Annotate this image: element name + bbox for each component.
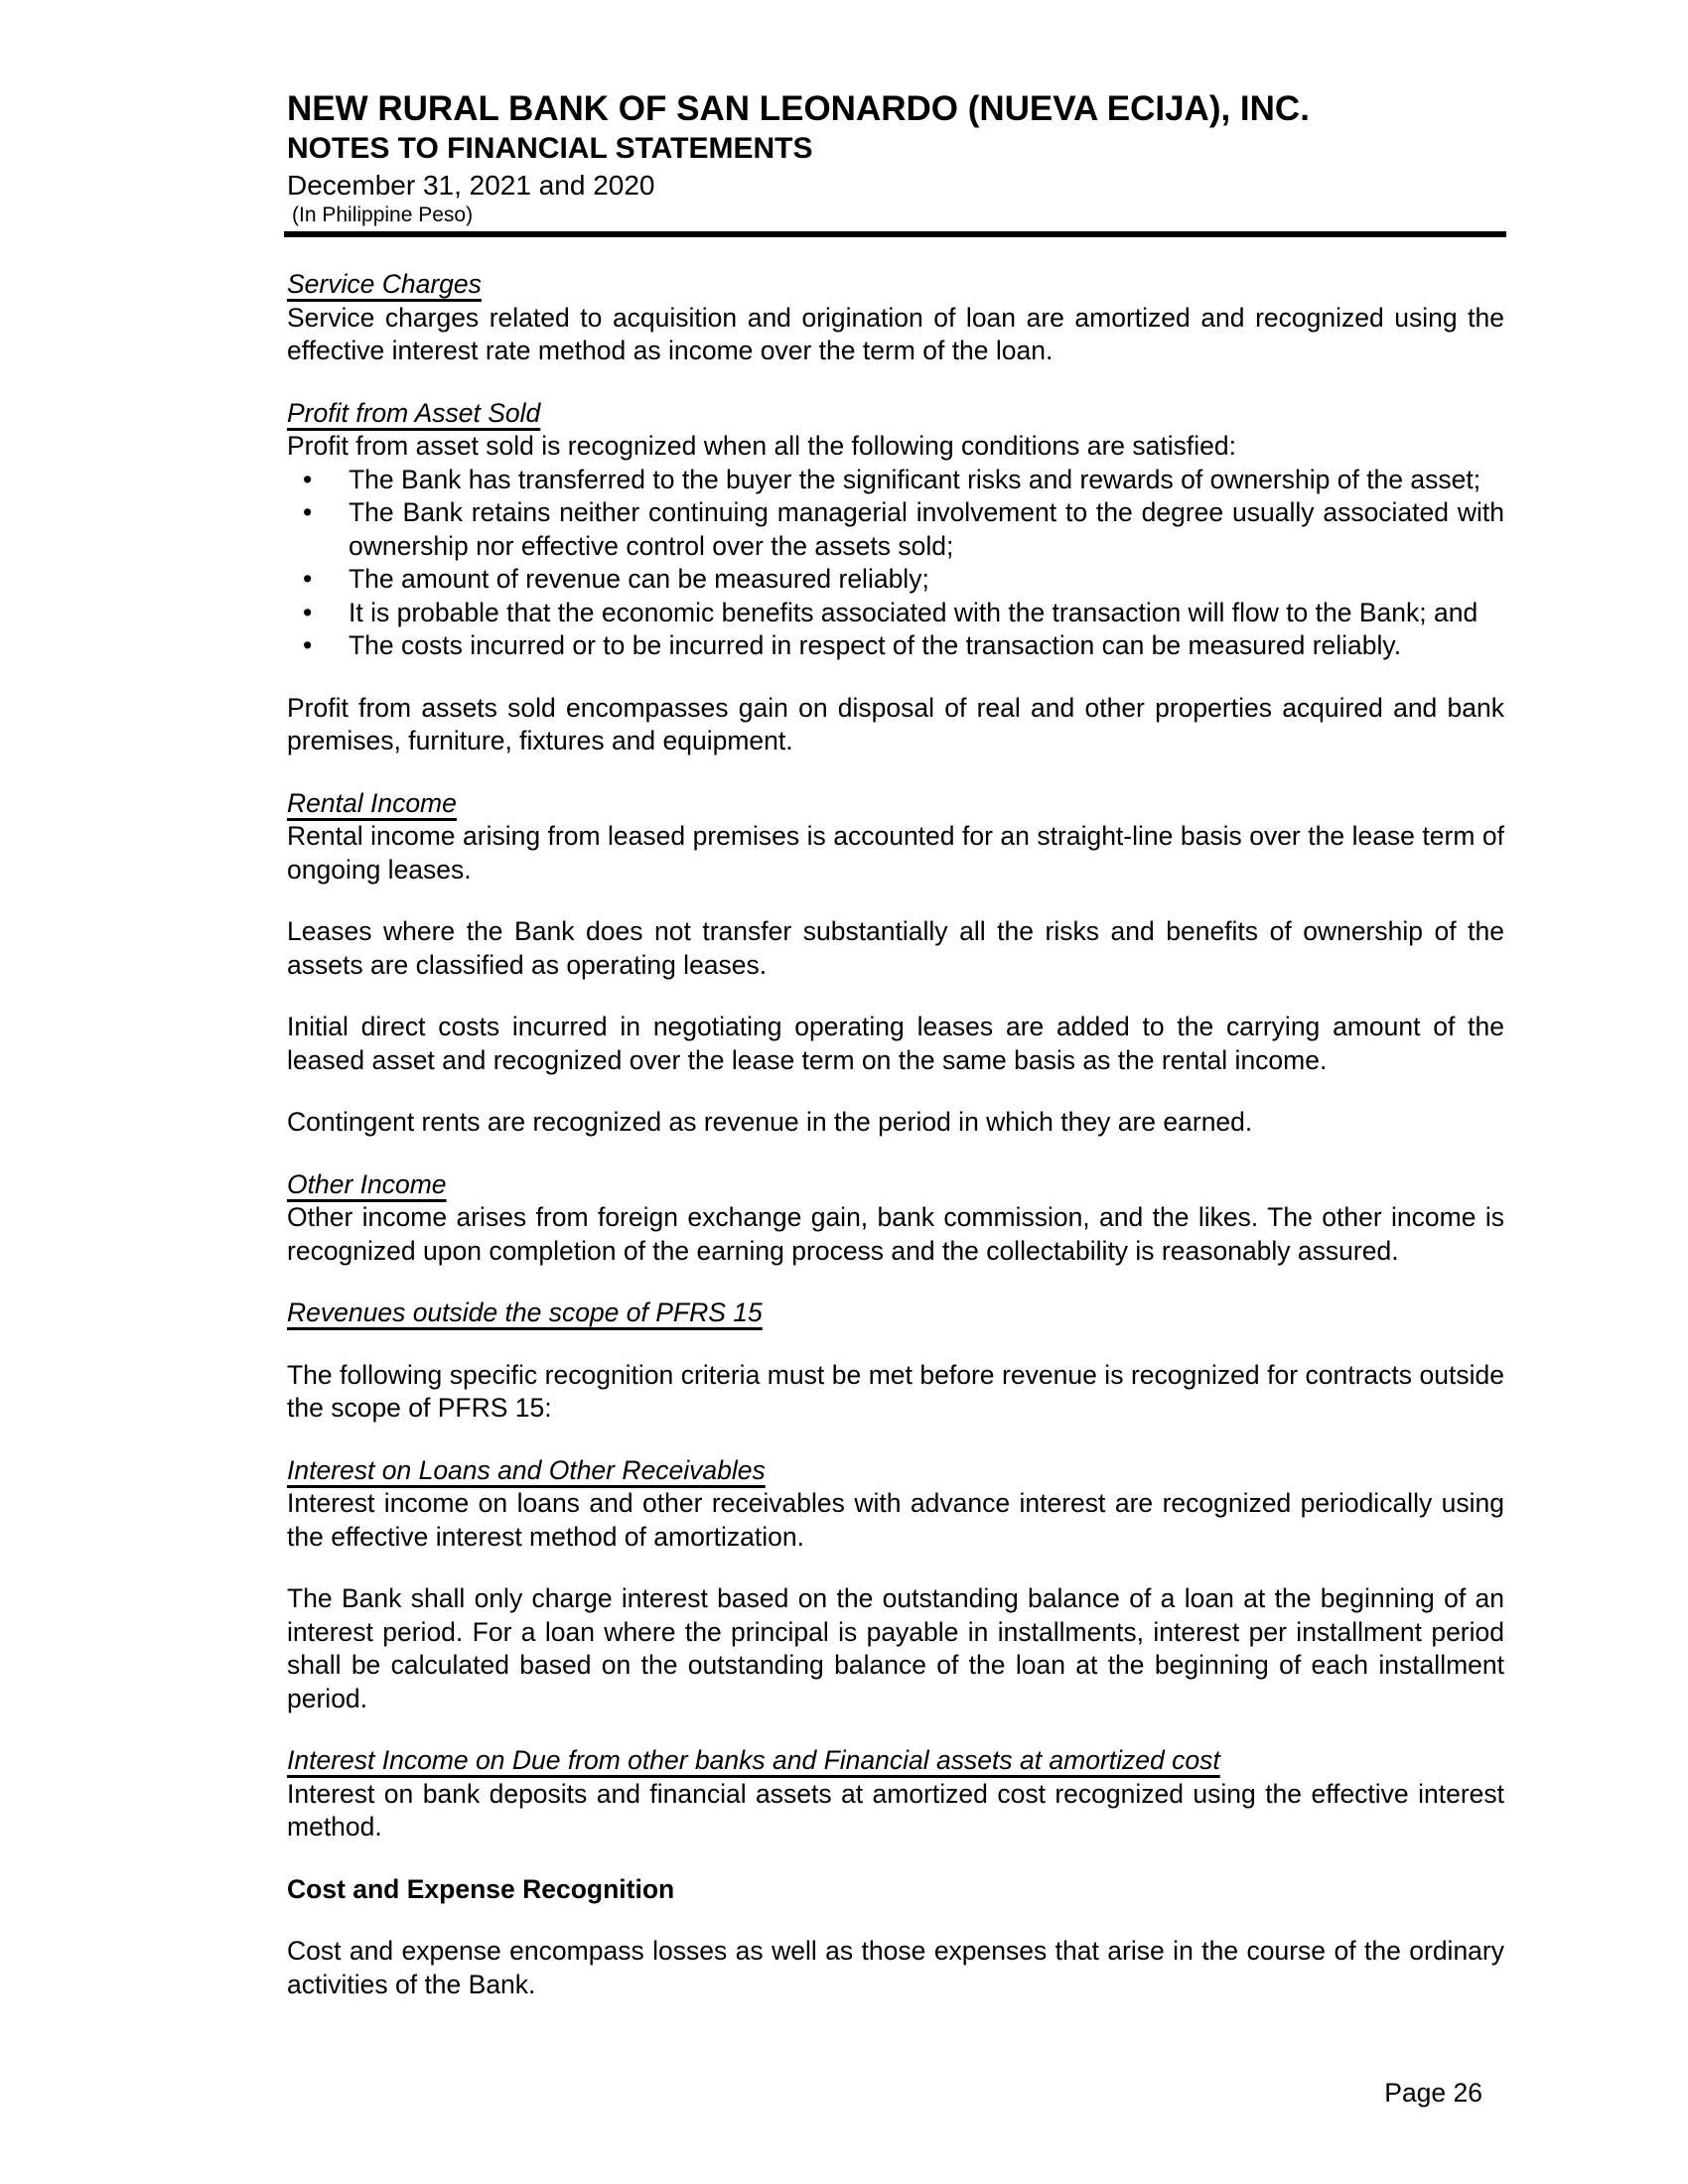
statement-date-line: December 31, 2021 and 2020	[287, 170, 655, 201]
paragraph: Leases where the Bank does not transfer substantially all the risks and benefits of ownership of the assets are classified as operating leases.	[287, 916, 1504, 980]
paragraph: Interest on bank deposits and financial assets at amortized cost recognized using the effective interest method.	[287, 1778, 1504, 1842]
bullet-item: • The Bank retains neither continuing managerial involvement to the degree usually associated with ownership nor effective control over the assets sold;	[287, 496, 1504, 563]
document-body	[287, 268, 1504, 2001]
notes-title: NOTES TO FINANCIAL STATEMENTS	[287, 132, 813, 165]
currency-note: (In Philippine Peso)	[292, 204, 474, 226]
section-heading: Revenues outside the scope of PFRS 15	[287, 1297, 763, 1327]
paragraph: Initial direct costs incurred in negotiating operating leases are added to the carrying amount of the leased asset and recognized over the lease term on the same basis as the rental income.	[287, 1012, 1504, 1075]
section-heading: Rental Income	[287, 787, 457, 818]
page-number: Page 26	[1384, 2078, 1482, 2108]
paragraph: Interest income on loans and other receivables with advance interest are recognized periodically using the effective interest method of amortization.	[287, 1488, 1504, 1552]
paragraph: Contingent rents are recognized as revenue in the period in which they are earned.	[287, 1107, 1253, 1137]
section-heading: Service Charges	[287, 269, 482, 299]
paragraph: Rental income arising from leased premises is accounted for an straight-line basis over the lease term of ongoing leases.	[287, 821, 1504, 885]
paragraph: Profit from asset sold is recognized when all the following conditions are satisfied:	[287, 431, 1236, 461]
section-heading: Cost and Expense Recognition	[287, 1873, 675, 1904]
paragraph: Profit from assets sold encompasses gain on disposal of real and other properties acquired and bank premises, furniture, fixtures and equipment.	[287, 692, 1504, 755]
header-rule	[284, 231, 1506, 237]
bullet-list	[287, 464, 1504, 663]
paragraph: Cost and expense encompass losses as well as those expenses that arise in the course of the ordinary activities of the Bank.	[287, 1936, 1504, 1999]
section-heading: Other Income	[287, 1168, 447, 1199]
bank-name-title: NEW RURAL BANK OF SAN LEONARDO (NUEVA ECIJA), INC.	[287, 89, 1310, 128]
bullet-item: • The Bank has transferred to the buyer the significant risks and rewards of ownership of the asset;	[287, 464, 1504, 497]
bullet-item: • The costs incurred or to be incurred in respect of the transaction can be measured reliably.	[287, 629, 1504, 663]
paragraph: The Bank shall only charge interest based on the outstanding balance of a loan at the beginning of an interest period. For a loan where the principal is payable in installments, interest per installment period shall be calculated based on the outstanding balance of the loan at the beginning of each installment period.	[287, 1583, 1504, 1713]
bullet-item: • The amount of revenue can be measured reliably;	[287, 563, 1504, 597]
content-column	[287, 87, 1504, 2030]
paragraph: Other income arises from foreign exchange gain, bank commission, and the likes. The other income is recognized upon completion of the earning process and the collectability is reasonably assured.	[287, 1202, 1504, 1266]
paragraph: Service charges related to acquisition and origination of loan are amortized and recognized using the effective interest rate method as income over the term of the loan.	[287, 302, 1504, 365]
document-header	[287, 87, 1504, 237]
section-heading: Interest on Loans and Other Receivables	[287, 1454, 766, 1485]
section-heading: Profit from Asset Sold	[287, 397, 541, 428]
paragraph: The following specific recognition criteria must be met before revenue is recognized for contracts outside the scope of PFRS 15:	[287, 1359, 1504, 1423]
bullet-item: • It is probable that the economic benefits associated with the transaction will flow to the Bank; and	[287, 597, 1504, 630]
section-heading: Interest Income on Due from other banks and Financial assets at amortized cost	[287, 1745, 1220, 1775]
